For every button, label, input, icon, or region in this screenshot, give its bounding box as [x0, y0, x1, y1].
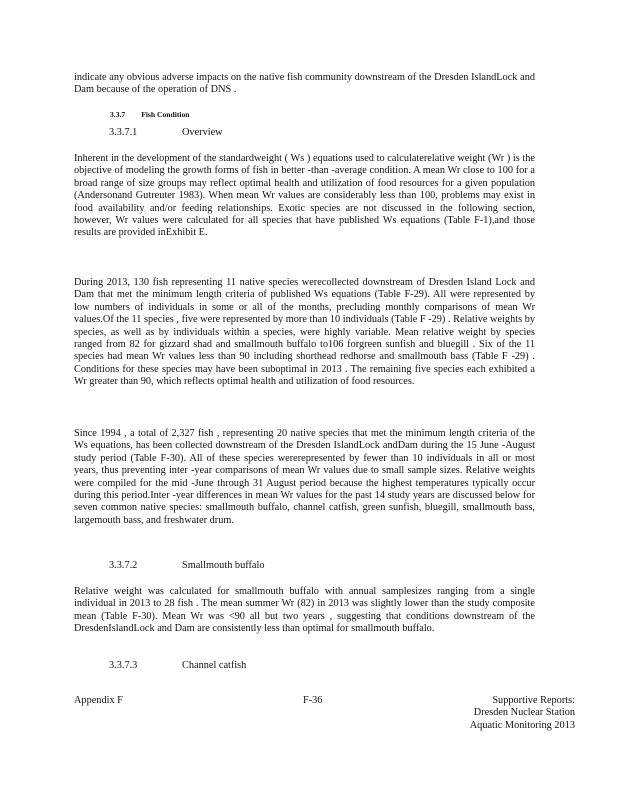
section-heading-3-3-7: [110, 110, 190, 119]
smallmouth-buffalo-paragraph: [74, 586, 535, 636]
overview-paragraph: [74, 153, 535, 240]
section-title: Smallmouth buffalo: [182, 560, 265, 571]
results-2013-paragraph: [74, 277, 535, 389]
section-number: 3.3.7.3: [109, 660, 138, 671]
footer-page-number: F-36: [303, 695, 323, 706]
section-heading-3-3-7-2: [109, 560, 265, 571]
footer-report-line: Supportive Reports:: [492, 695, 575, 706]
footer-report-info: [430, 695, 575, 732]
section-heading-3-3-7-1: [109, 127, 223, 138]
footer-report-line: Dresden Nuclear Station: [473, 707, 575, 719]
since-1994-text: Since 1994 , a total of 2,327 fish , representing 20 native species that met the minimum length criteria of the Ws equations, has been collected downstream of the Dresden IslandLock andDam during the 15 June -August study period (Table F-30). All of these species wererepresented by fewer than 10 individuals in all or most years, thus preventing inter -year comparisons of mean Wr values due to small sample sizes. Relative weights were compiled for the mid -June through 31 August period because the highest temperatures typically occur during this period.Inter -year differences in mean Wr values for the past 14 study years are discussed below for seven common native species: smallmouth buffalo, channel catfish, green sunfish, bluegill, smallmouth bass, largemouth bass, and freshwater drum.: [74, 428, 535, 526]
section-title: Fish Condition: [141, 110, 190, 119]
overview-text: Inherent in the development of the standardweight ( Ws ) equations used to calculaterelative weight (Wr ) is the objective of modeling the growth forms of fish in better -than -average condition. A mean Wr close to 100 for a broad range of size groups may reflect optimal health and utilization of food resources for a given population (Andersonand Gutreuter 1983). When mean Wr values are considerably less than 100, problems may exist in food availability and/or feeding relationships. Exotic species are not discussed in the following section, however, Wr values were calculated for all species that have published Ws equations (Table F-1),and those results are provided inExhibit E.: [74, 153, 535, 239]
smallmouth-buffalo-text: Relative weight was calculated for smallmouth buffalo with annual samplesizes ranging from a single individual in 2013 to 28 fish . The mean summer Wr (82) in 2013 was slightly lower than the study composite mean (Table F-30). Mean Wr was <90 all but two years , suggesting that conditions downstream of the DresdenIslandLock and Dam are consistently less than optimal for smallmouth buffalo.: [74, 586, 535, 635]
section-number: 3.3.7.1: [109, 127, 138, 138]
intro-text: indicate any obvious adverse impacts on the native fish community downstream of the Dresden IslandLock and Dam because of the operation of DNS .: [74, 72, 535, 96]
section-title: Overview: [182, 127, 223, 138]
since-1994-paragraph: [74, 428, 535, 527]
section-title: Channel catfish: [182, 660, 247, 671]
section-heading-3-3-7-3: [109, 660, 247, 671]
footer-appendix: Appendix F: [74, 695, 123, 706]
section-number: 3.3.7.2: [109, 560, 138, 571]
results-2013-text: During 2013, 130 fish representing 11 native species werecollected downstream of Dresden Island Lock and Dam that met the minimum length criteria of published Ws equations (Table F-29). All were represented by low numbers of individuals in some or all of the months, precluding monthly comparisons of mean Wr values.Of the 11 species , five were represented by more than 10 individuals (Table F -29) . Relative weights by species, as well as by individuals within a species, were highly variable. Mean relative weight by species ranged from 82 for gizzard shad and smallmouth buffalo to106 forgreen sunfish and bluegill . Six of the 11 species had mean Wr values less than 90 including shorthead redhorse and smallmouth bass (Table F -29) . Conditions for these species may have been suboptimal in 2013 . The remaining five species each exhibited a Wr greater than 90, which reflects optimal health and utilization of food resources.: [74, 277, 535, 388]
section-number: 3.3.7: [110, 110, 126, 119]
footer-report-line: Aquatic Monitoring 2013: [469, 719, 575, 731]
intro-paragraph: [74, 72, 535, 97]
